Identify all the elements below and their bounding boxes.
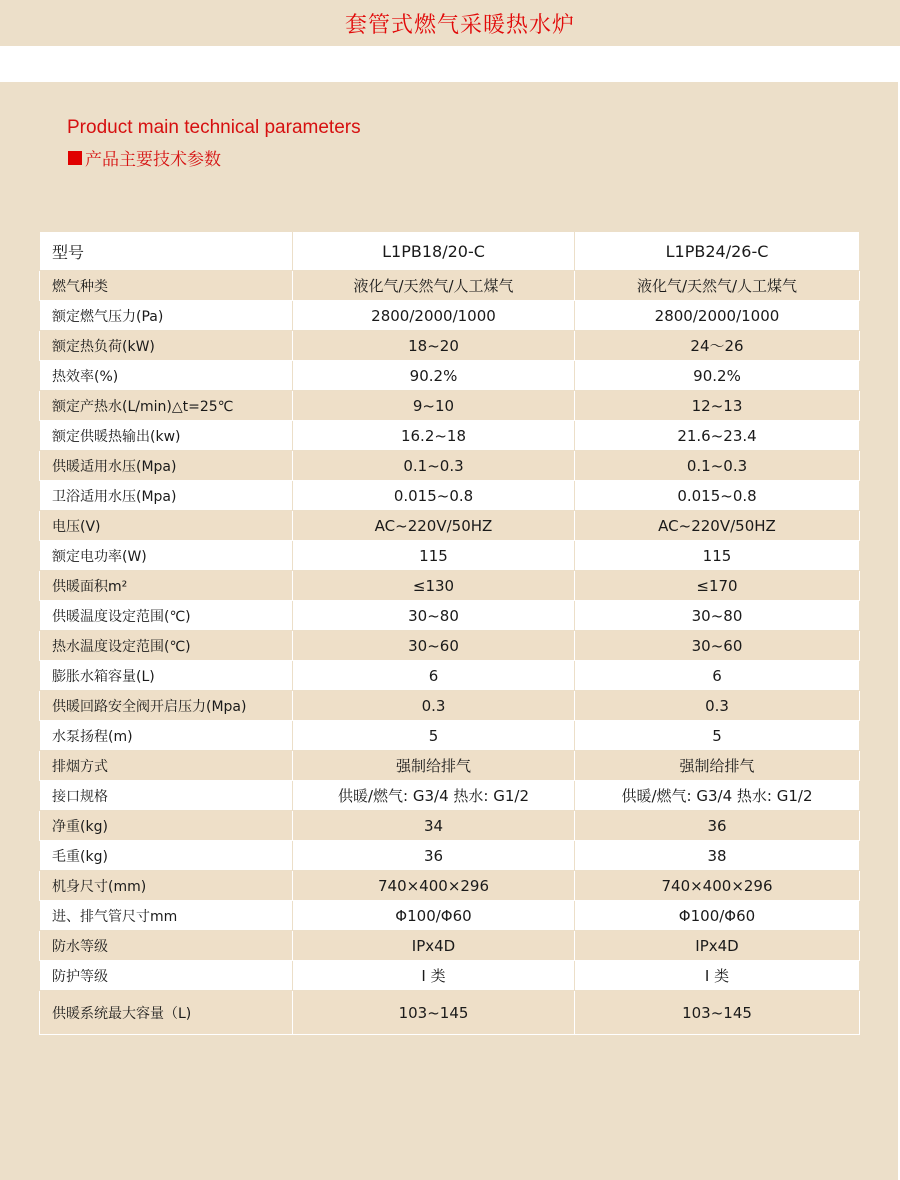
param-value-model-2: 38 bbox=[575, 841, 860, 871]
table-row bbox=[40, 601, 860, 631]
param-value-model-2: ≤170 bbox=[575, 571, 860, 601]
table-row bbox=[40, 871, 860, 901]
spec-table bbox=[39, 231, 860, 1035]
param-value-model-1: 115 bbox=[293, 541, 575, 571]
param-value-model-2: 液化气/天然气/人工煤气 bbox=[575, 271, 860, 301]
table-header-row bbox=[40, 232, 860, 271]
param-value-model-1: 740×400×296 bbox=[293, 871, 575, 901]
param-value-model-1: I 类 bbox=[293, 961, 575, 991]
param-label: 额定燃气压力(Pa) bbox=[40, 301, 293, 331]
param-value-model-2: AC~220V/50HZ bbox=[575, 511, 860, 541]
param-label: 额定供暖热输出(kw) bbox=[40, 421, 293, 451]
section-title-cn-text: 产品主要技术参数 bbox=[85, 150, 221, 170]
param-value-model-1: 36 bbox=[293, 841, 575, 871]
param-label: 供暖适用水压(Mpa) bbox=[40, 451, 293, 481]
param-value-model-2: 0.3 bbox=[575, 691, 860, 721]
table-row bbox=[40, 781, 860, 811]
param-value-model-1: 6 bbox=[293, 661, 575, 691]
param-label: 热水温度设定范围(℃) bbox=[40, 631, 293, 661]
param-value-model-1: AC~220V/50HZ bbox=[293, 511, 575, 541]
param-label: 供暖面积m² bbox=[40, 571, 293, 601]
param-value-model-1: 103~145 bbox=[293, 991, 575, 1035]
page-title: 套管式燃气采暖热水炉 bbox=[344, 13, 575, 38]
table-row bbox=[40, 811, 860, 841]
param-label: 防水等级 bbox=[40, 931, 293, 961]
param-label: 卫浴适用水压(Mpa) bbox=[40, 481, 293, 511]
param-value-model-2: IPx4D bbox=[575, 931, 860, 961]
param-label: 防护等级 bbox=[40, 961, 293, 991]
param-label: 排烟方式 bbox=[40, 751, 293, 781]
param-value-model-1: 2800/2000/1000 bbox=[293, 301, 575, 331]
table-row bbox=[40, 991, 860, 1035]
param-value-model-2: I 类 bbox=[575, 961, 860, 991]
red-square-icon bbox=[68, 151, 82, 165]
param-value-model-1: 90.2% bbox=[293, 361, 575, 391]
table-row bbox=[40, 421, 860, 451]
param-label: 供暖回路安全阀开启压力(Mpa) bbox=[40, 691, 293, 721]
param-value-model-1: 18~20 bbox=[293, 331, 575, 361]
section-title-en: Product main technical parameters bbox=[67, 117, 361, 138]
param-value-model-1: 强制给排气 bbox=[293, 751, 575, 781]
param-value-model-2: 36 bbox=[575, 811, 860, 841]
param-label: 热效率(%) bbox=[40, 361, 293, 391]
table-row bbox=[40, 571, 860, 601]
param-value-model-1: 5 bbox=[293, 721, 575, 751]
param-value-model-2: 供暖/燃气: G3/4 热水: G1/2 bbox=[575, 781, 860, 811]
table-row bbox=[40, 661, 860, 691]
param-value-model-1: 16.2~18 bbox=[293, 421, 575, 451]
table-row bbox=[40, 901, 860, 931]
param-value-model-2: 30~60 bbox=[575, 631, 860, 661]
table-row bbox=[40, 721, 860, 751]
param-value-model-2: 115 bbox=[575, 541, 860, 571]
param-value-model-2: 740×400×296 bbox=[575, 871, 860, 901]
table-row bbox=[40, 331, 860, 361]
param-value-model-1: 30~80 bbox=[293, 601, 575, 631]
param-value-model-2: 12~13 bbox=[575, 391, 860, 421]
param-label: 进、排气管尺寸mm bbox=[40, 901, 293, 931]
param-value-model-1: 34 bbox=[293, 811, 575, 841]
table-row bbox=[40, 511, 860, 541]
param-value-model-2: 5 bbox=[575, 721, 860, 751]
param-value-model-1: 0.3 bbox=[293, 691, 575, 721]
param-label: 毛重(kg) bbox=[40, 841, 293, 871]
table-row bbox=[40, 961, 860, 991]
table-row bbox=[40, 481, 860, 511]
param-value-model-1: 液化气/天然气/人工煤气 bbox=[293, 271, 575, 301]
param-value-model-2: 0.1~0.3 bbox=[575, 451, 860, 481]
param-value-model-1: 供暖/燃气: G3/4 热水: G1/2 bbox=[293, 781, 575, 811]
param-value-model-2: 90.2% bbox=[575, 361, 860, 391]
header-label: 型号 bbox=[40, 232, 293, 271]
param-label: 燃气种类 bbox=[40, 271, 293, 301]
table-row bbox=[40, 631, 860, 661]
param-value-model-1: 9~10 bbox=[293, 391, 575, 421]
param-label: 净重(kg) bbox=[40, 811, 293, 841]
model-1: L1PB18/20-C bbox=[293, 232, 575, 271]
model-2: L1PB24/26-C bbox=[575, 232, 860, 271]
param-value-model-2: Φ100/Φ60 bbox=[575, 901, 860, 931]
table-row bbox=[40, 361, 860, 391]
param-value-model-1: 0.1~0.3 bbox=[293, 451, 575, 481]
param-value-model-1: 0.015~0.8 bbox=[293, 481, 575, 511]
param-label: 供暖系统最大容量（L) bbox=[40, 991, 293, 1035]
table-row bbox=[40, 751, 860, 781]
param-value-model-2: 103~145 bbox=[575, 991, 860, 1035]
table-row bbox=[40, 841, 860, 871]
param-value-model-2: 6 bbox=[575, 661, 860, 691]
param-value-model-1: 30~60 bbox=[293, 631, 575, 661]
param-label: 接口规格 bbox=[40, 781, 293, 811]
table-row bbox=[40, 391, 860, 421]
table-row bbox=[40, 691, 860, 721]
param-label: 水泵扬程(m) bbox=[40, 721, 293, 751]
param-value-model-2: 21.6~23.4 bbox=[575, 421, 860, 451]
table-row bbox=[40, 451, 860, 481]
param-label: 供暖温度设定范围(℃) bbox=[40, 601, 293, 631]
table-row bbox=[40, 301, 860, 331]
param-value-model-2: 强制给排气 bbox=[575, 751, 860, 781]
table-row bbox=[40, 541, 860, 571]
param-value-model-2: 0.015~0.8 bbox=[575, 481, 860, 511]
param-value-model-2: 30~80 bbox=[575, 601, 860, 631]
param-label: 额定产热水(L/min)△t=25℃ bbox=[40, 391, 293, 421]
param-label: 电压(V) bbox=[40, 511, 293, 541]
table-row bbox=[40, 931, 860, 961]
param-value-model-1: Φ100/Φ60 bbox=[293, 901, 575, 931]
param-value-model-1: ≤130 bbox=[293, 571, 575, 601]
param-label: 额定电功率(W) bbox=[40, 541, 293, 571]
param-value-model-1: IPx4D bbox=[293, 931, 575, 961]
param-value-model-2: 2800/2000/1000 bbox=[575, 301, 860, 331]
param-value-model-2: 24～26 bbox=[575, 331, 860, 361]
section-title-cn bbox=[68, 145, 221, 170]
param-label: 额定热负荷(kW) bbox=[40, 331, 293, 361]
param-label: 机身尺寸(mm) bbox=[40, 871, 293, 901]
param-label: 膨胀水箱容量(L) bbox=[40, 661, 293, 691]
table-row bbox=[40, 271, 860, 301]
